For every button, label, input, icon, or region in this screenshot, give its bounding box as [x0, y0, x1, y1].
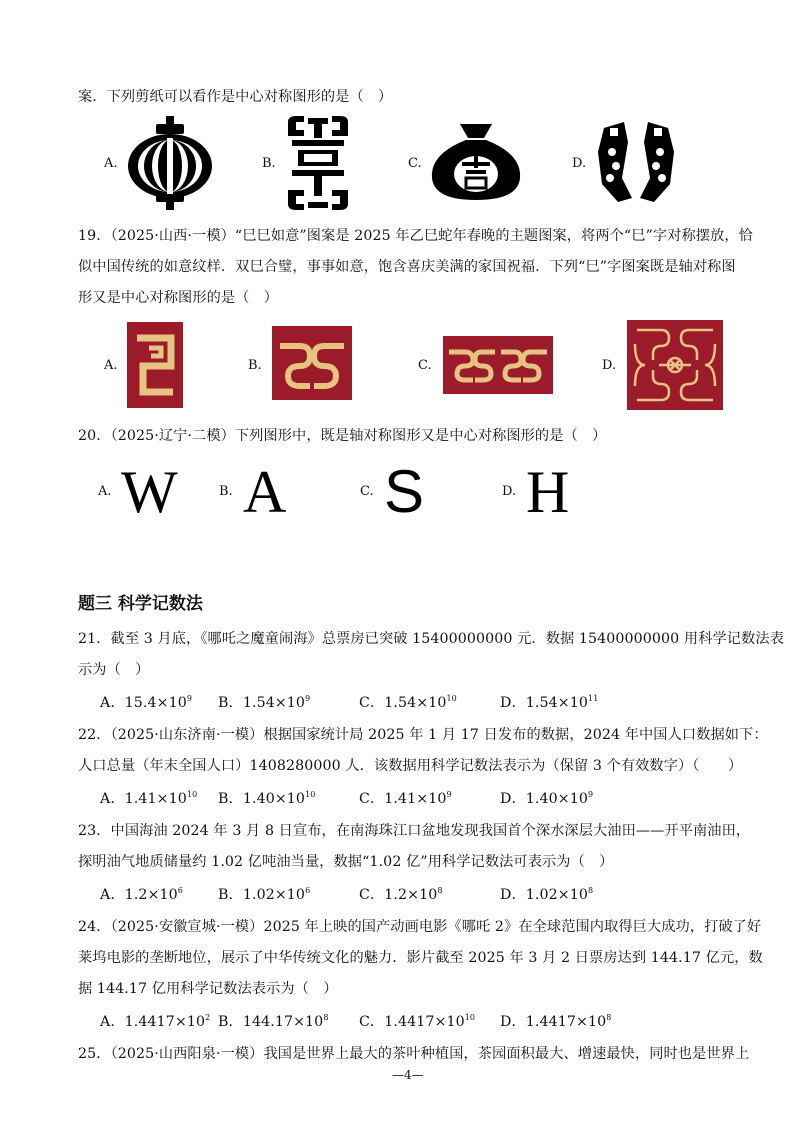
q22-option-b: B．$1.40\times 10^{10}$ — [218, 790, 316, 807]
q23-option-d: D．$1.02\times 10^8$ — [500, 886, 594, 903]
q20-option-b-letter: A — [243, 459, 287, 525]
q22-option-d: D．$1.40\times 10^9$ — [500, 790, 594, 807]
q20-option-d-label: D. — [502, 484, 517, 499]
section-heading: 题三 科学记数法 — [78, 594, 203, 614]
q20-option-b-label: B. — [219, 484, 233, 499]
q24-line-2: 莱坞电影的垄断地位，展示了中华传统文化的魅力．影片截至 2025 年 3 月 2 日票房达到 144.17 亿元，数 — [78, 950, 763, 966]
quad-si-pattern-icon — [443, 336, 553, 394]
q22-line-2: 人口总量（年末全国人口）1408280000 人．该数据用科学记数法表示为（保留 3 个有效数字）（ ） — [78, 758, 743, 774]
q20-option-c-letter: S — [384, 458, 425, 525]
q19-option-d-label: D. — [602, 358, 617, 373]
q24-option-d: D．$1.4417\times 10^8$ — [500, 1013, 612, 1030]
q20-option-a-label: A. — [98, 484, 112, 499]
q22-line-1: 22．（2025·山东济南·一模）根据国家统计局 2025 年 1 月 17 日发布的数据，2024 年中国人口数据如下： — [78, 727, 768, 743]
q20-stem: 20．（2025·辽宁·二模）下列图形中，既是轴对称图形又是中心对称图形的是（ ） — [78, 428, 607, 444]
q19-option-a-label: A. — [104, 358, 118, 373]
q18-option-a-label: A. — [104, 156, 118, 171]
q18-intro: 案．下列剪纸可以看作是中心对称图形的是（ ） — [78, 89, 393, 105]
single-si-pattern-icon — [127, 322, 183, 408]
q24-option-b: B．$144.17\times 10^8$ — [218, 1013, 329, 1030]
q23-line-1: 23．中国海油 2024 年 3 月 8 日宣布，在南海珠江口盆地发现我国首个深水深层大油田——开平南油田， — [78, 823, 751, 839]
q24-option-c: C．$1.4417\times 10^{10}$ — [359, 1013, 476, 1030]
q23-option-b: B．$1.02\times 10^6$ — [218, 886, 311, 903]
tribal-character-papercut-icon — [284, 116, 352, 210]
q19-line-1: 19．（2025·山西·一模）“巳巳如意”图案是 2025 年乙巳蛇年春晚的主题图案，将两个“巳”字对称摆放，恰 — [78, 228, 753, 244]
q21-option-b: B．$1.54\times 10^9$ — [218, 694, 311, 711]
q23-option-c: C．$1.2\times 10^8$ — [359, 886, 443, 903]
q24-line-1: 24．（2025·安徽宣城·一模）2025 年上映的国产动画电影《哪吒 2》在全球范围内取得巨大成功，打破了好 — [78, 919, 762, 935]
q24-option-a: A．$1.4417\times 10^2$ — [100, 1013, 211, 1030]
q24-line-3: 据 144.17 亿用科学记数法表示为（ ） — [78, 981, 338, 997]
q21-option-a: A．$15.4\times 10^9$ — [100, 694, 193, 711]
money-bag-papercut-icon — [430, 120, 522, 200]
q21-line-1: 21．截至 3 月底，《哪吒之魔童闹海》总票房已突破 15400000000 元．数据 15400000000 用科学记数法表 — [78, 631, 784, 647]
q18-option-b-label: B. — [262, 156, 276, 171]
q23-option-a: A．$1.2\times 10^6$ — [100, 886, 183, 903]
double-si-pattern-icon — [272, 326, 352, 400]
q18-option-d-label: D. — [572, 156, 587, 171]
chinese-knot-papercut-icon — [594, 118, 678, 204]
q18-option-c-label: C. — [408, 156, 422, 171]
q20-option-d-letter: H — [526, 459, 570, 525]
q22-option-c: C．$1.41\times 10^9$ — [359, 790, 452, 807]
q19-option-c-label: C. — [418, 358, 432, 373]
q19-line-3: 形又是中心对称图形的是（ ） — [78, 290, 279, 306]
q22-option-a: A．$1.41\times 10^{10}$ — [100, 790, 198, 807]
q21-option-c: C．$1.54\times 10^{10}$ — [359, 694, 457, 711]
q19-option-b-label: B. — [248, 358, 262, 373]
q20-option-c-label: C. — [360, 484, 374, 499]
ruyi-si-pattern-icon — [627, 320, 723, 410]
q20-option-a-letter: W — [121, 459, 178, 525]
q23-line-2: 探明油气地质储量约 1.02 亿吨油当量，数据“1.02 亿”用科学记数法可表示为（ ） — [78, 854, 614, 870]
q21-line-2: 示为（ ） — [78, 662, 150, 678]
lantern-papercut-icon — [126, 116, 214, 210]
q21-option-d: D．$1.54\times 10^{11}$ — [500, 694, 599, 711]
page-number: —4— — [392, 1068, 424, 1082]
q25-line-1: 25．（2025·山西阳泉·一模）我国是世界上最大的茶叶种植国，茶园面积最大、增速最快，同时也是世界上 — [78, 1046, 750, 1062]
q19-line-2: 似中国传统的如意纹样．双巳合璧，事事如意，饱含喜庆美满的家国祝福．下列“巳”字图案既是轴对称图 — [78, 259, 736, 275]
